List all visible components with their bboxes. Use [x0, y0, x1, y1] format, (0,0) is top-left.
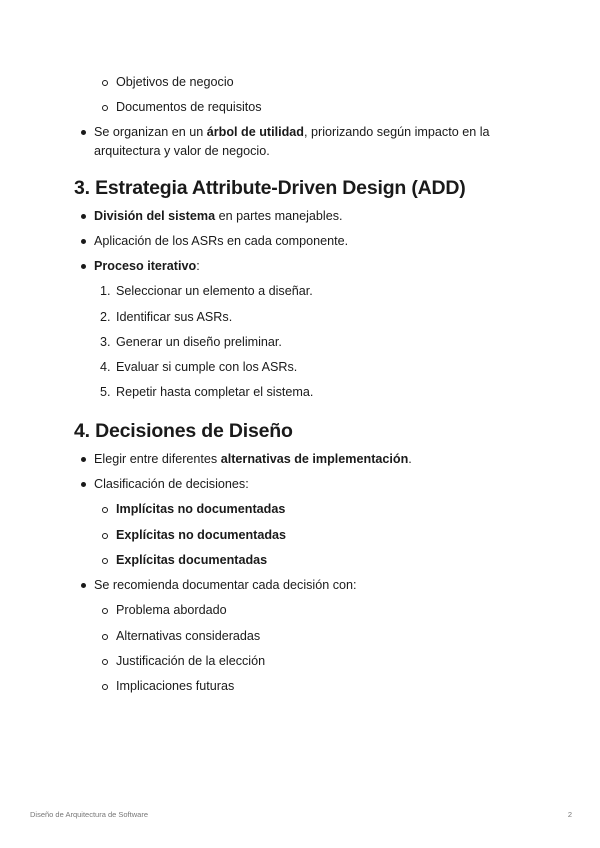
- numbered-item: 5. Repetir hasta completar el sistema.: [116, 383, 313, 402]
- list-item: Objetivos de negocio: [116, 73, 234, 92]
- bold-term: División del sistema: [94, 209, 216, 223]
- numbered-item: 4. Evaluar si cumple con los ASRs.: [116, 358, 297, 377]
- bold-term: Proceso iterativo: [94, 259, 197, 273]
- bold-term: alternativas de implementación: [220, 452, 409, 466]
- item-number: 4.: [100, 360, 111, 374]
- list-item: Proceso iterativo:: [94, 257, 200, 276]
- item-number: 2.: [100, 310, 111, 324]
- bold-term: Explícitas documentadas: [116, 553, 268, 567]
- list-item: Se recomienda documentar cada decisión con:: [94, 576, 357, 595]
- list-item: Justificación de la elección: [116, 652, 265, 671]
- section-heading: 3. Estrategia Attribute-Driven Design (ADD): [74, 177, 466, 199]
- item-number: 1.: [100, 284, 111, 298]
- list-item: Implicaciones futuras: [116, 677, 234, 696]
- item-number: 3.: [100, 335, 111, 349]
- footer-title: Diseño de Arquitectura de Software: [30, 810, 148, 819]
- list-item: Elegir entre diferentes alternativas de implementación.: [94, 450, 412, 469]
- list-item: Documentos de requisitos: [116, 98, 262, 117]
- page-number: 2: [567, 810, 572, 819]
- list-item: Problema abordado: [116, 601, 227, 620]
- list-item: Clasificación de decisiones:: [94, 475, 249, 494]
- section-heading: 4. Decisiones de Diseño: [74, 420, 293, 442]
- list-item: División del sistema en partes manejables.: [94, 207, 343, 226]
- list-item-continuation: arquitectura y valor de negocio.: [94, 144, 270, 158]
- list-item: [116, 526, 286, 545]
- bold-term: árbol de utilidad: [206, 125, 304, 139]
- list-item: [116, 500, 285, 519]
- bold-term: Implícitas no documentadas: [116, 502, 286, 516]
- bold-term: Explícitas no documentadas: [116, 528, 287, 542]
- list-item: Se organizan en un árbol de utilidad, priorizando según impacto en la: [94, 123, 490, 142]
- list-item: [116, 551, 267, 570]
- numbered-item: 3. Generar un diseño preliminar.: [116, 333, 282, 352]
- list-item: Alternativas consideradas: [116, 627, 260, 646]
- list-item: Aplicación de los ASRs en cada componente.: [94, 232, 348, 251]
- numbered-item: 1. Seleccionar un elemento a diseñar.: [116, 282, 313, 301]
- item-number: 5.: [100, 385, 111, 399]
- numbered-item: 2. Identificar sus ASRs.: [116, 308, 232, 327]
